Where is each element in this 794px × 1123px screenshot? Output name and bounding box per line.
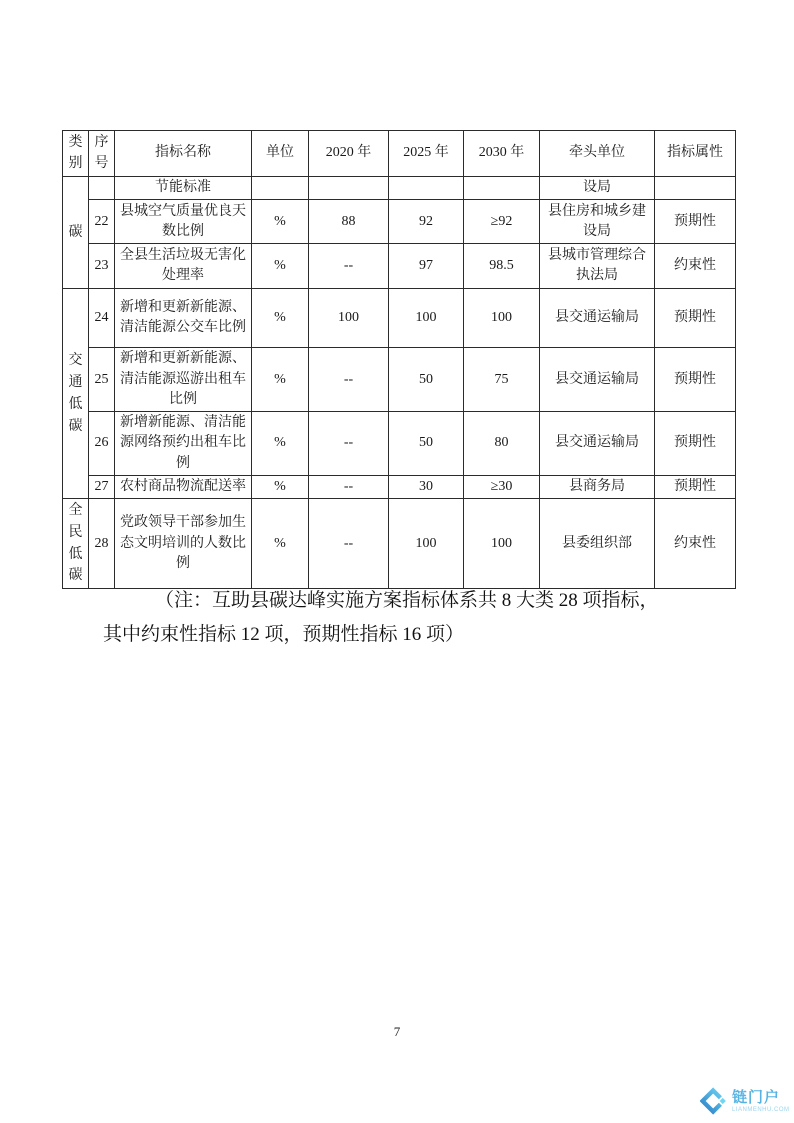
table-cell: 92	[389, 200, 464, 244]
table-cell: 约束性	[655, 244, 736, 289]
table-cell: 100	[464, 289, 540, 348]
col-header-seq: 序号	[89, 131, 115, 177]
table-cell: 88	[309, 200, 389, 244]
col-header-name: 指标名称	[115, 131, 252, 177]
col-header-2025: 2025 年	[389, 131, 464, 177]
category-cell-transport-low-carbon: 交通低碳	[63, 289, 89, 499]
table-cell: 约束性	[655, 499, 736, 589]
diamond-logo-icon	[700, 1087, 728, 1115]
table-cell: 节能标准	[115, 177, 252, 200]
table-cell: 24	[89, 289, 115, 348]
table-cell: 98.5	[464, 244, 540, 289]
table-cell	[389, 177, 464, 200]
col-header-lead-unit: 牵头单位	[540, 131, 655, 177]
table-cell: --	[309, 499, 389, 589]
table-cell: 100	[464, 499, 540, 589]
table-cell	[464, 177, 540, 200]
table-cell: 县委组织部	[540, 499, 655, 589]
table-cell: 23	[89, 244, 115, 289]
table-row	[63, 476, 736, 499]
table-row	[63, 177, 736, 200]
table-cell: 30	[389, 476, 464, 499]
table-cell: 25	[89, 348, 115, 412]
table-row	[63, 499, 736, 589]
col-header-unit: 单位	[252, 131, 309, 177]
watermark-subtitle: LIANMENHU.COM	[732, 1106, 790, 1113]
table-cell: %	[252, 476, 309, 499]
table-cell	[309, 177, 389, 200]
watermark-text	[732, 1090, 790, 1113]
col-header-2020: 2020 年	[309, 131, 389, 177]
table-cell: 新增新能源、清洁能源网络预约出租车比例	[115, 412, 252, 476]
table-cell: ≥92	[464, 200, 540, 244]
table-cell: %	[252, 412, 309, 476]
table-cell: 县交通运输局	[540, 348, 655, 412]
table-cell: --	[309, 412, 389, 476]
col-header-category: 类别	[63, 131, 89, 177]
watermark-title: 链门户	[732, 1088, 781, 1106]
table-cell: %	[252, 200, 309, 244]
indicator-table	[62, 130, 736, 589]
table-cell: 新增和更新新能源、清洁能源公交车比例	[115, 289, 252, 348]
table-cell: 预期性	[655, 289, 736, 348]
table-cell: --	[309, 476, 389, 499]
table-cell: %	[252, 348, 309, 412]
watermark-logo	[700, 1085, 792, 1117]
table-cell: %	[252, 289, 309, 348]
table-header-row	[63, 131, 736, 177]
table-note	[103, 584, 729, 652]
table-cell: 50	[389, 348, 464, 412]
table-cell: 50	[389, 412, 464, 476]
table-cell: 80	[464, 412, 540, 476]
table-cell: 预期性	[655, 412, 736, 476]
table-cell: 县住房和城乡建设局	[540, 200, 655, 244]
table-cell	[655, 177, 736, 200]
table-cell: 县城空气质量优良天数比例	[115, 200, 252, 244]
category-cell-carbon: 碳	[63, 177, 89, 289]
table-cell: 22	[89, 200, 115, 244]
table-cell: %	[252, 499, 309, 589]
table-cell: ≥30	[464, 476, 540, 499]
table-cell: 26	[89, 412, 115, 476]
table-cell: 100	[389, 289, 464, 348]
table-row	[63, 289, 736, 348]
table-cell: 28	[89, 499, 115, 589]
indicator-table-container	[62, 130, 736, 589]
note-line-1: （注：互助县碳达峰实施方案指标体系共 8 大类 28 项指标，	[155, 590, 659, 611]
table-cell: 预期性	[655, 348, 736, 412]
table-cell: 县城市管理综合执法局	[540, 244, 655, 289]
table-cell: 农村商品物流配送率	[115, 476, 252, 499]
col-header-attr: 指标属性	[655, 131, 736, 177]
table-cell: 27	[89, 476, 115, 499]
table-cell: 县商务局	[540, 476, 655, 499]
table-cell: 新增和更新新能源、清洁能源巡游出租车比例	[115, 348, 252, 412]
table-cell: 党政领导干部参加生态文明培训的人数比例	[115, 499, 252, 589]
table-row	[63, 244, 736, 289]
table-cell	[89, 177, 115, 200]
table-cell: 预期性	[655, 476, 736, 499]
table-cell: 县交通运输局	[540, 289, 655, 348]
table-cell: 县交通运输局	[540, 412, 655, 476]
note-line-2: 其中约束性指标 12 项，预期性指标 16 项）	[103, 624, 465, 645]
table-cell: --	[309, 244, 389, 289]
table-row	[63, 412, 736, 476]
table-cell: 设局	[540, 177, 655, 200]
table-row	[63, 348, 736, 412]
table-cell: 全县生活垃圾无害化处理率	[115, 244, 252, 289]
table-cell: 预期性	[655, 200, 736, 244]
table-cell: 75	[464, 348, 540, 412]
table-cell: 100	[389, 499, 464, 589]
table-cell: 97	[389, 244, 464, 289]
table-cell: %	[252, 244, 309, 289]
col-header-2030: 2030 年	[464, 131, 540, 177]
table-cell: 100	[309, 289, 389, 348]
table-cell	[252, 177, 309, 200]
table-row	[63, 200, 736, 244]
page-number: 7	[393, 1024, 401, 1039]
table-cell: --	[309, 348, 389, 412]
category-cell-public-low-carbon: 全民低碳	[63, 499, 89, 589]
